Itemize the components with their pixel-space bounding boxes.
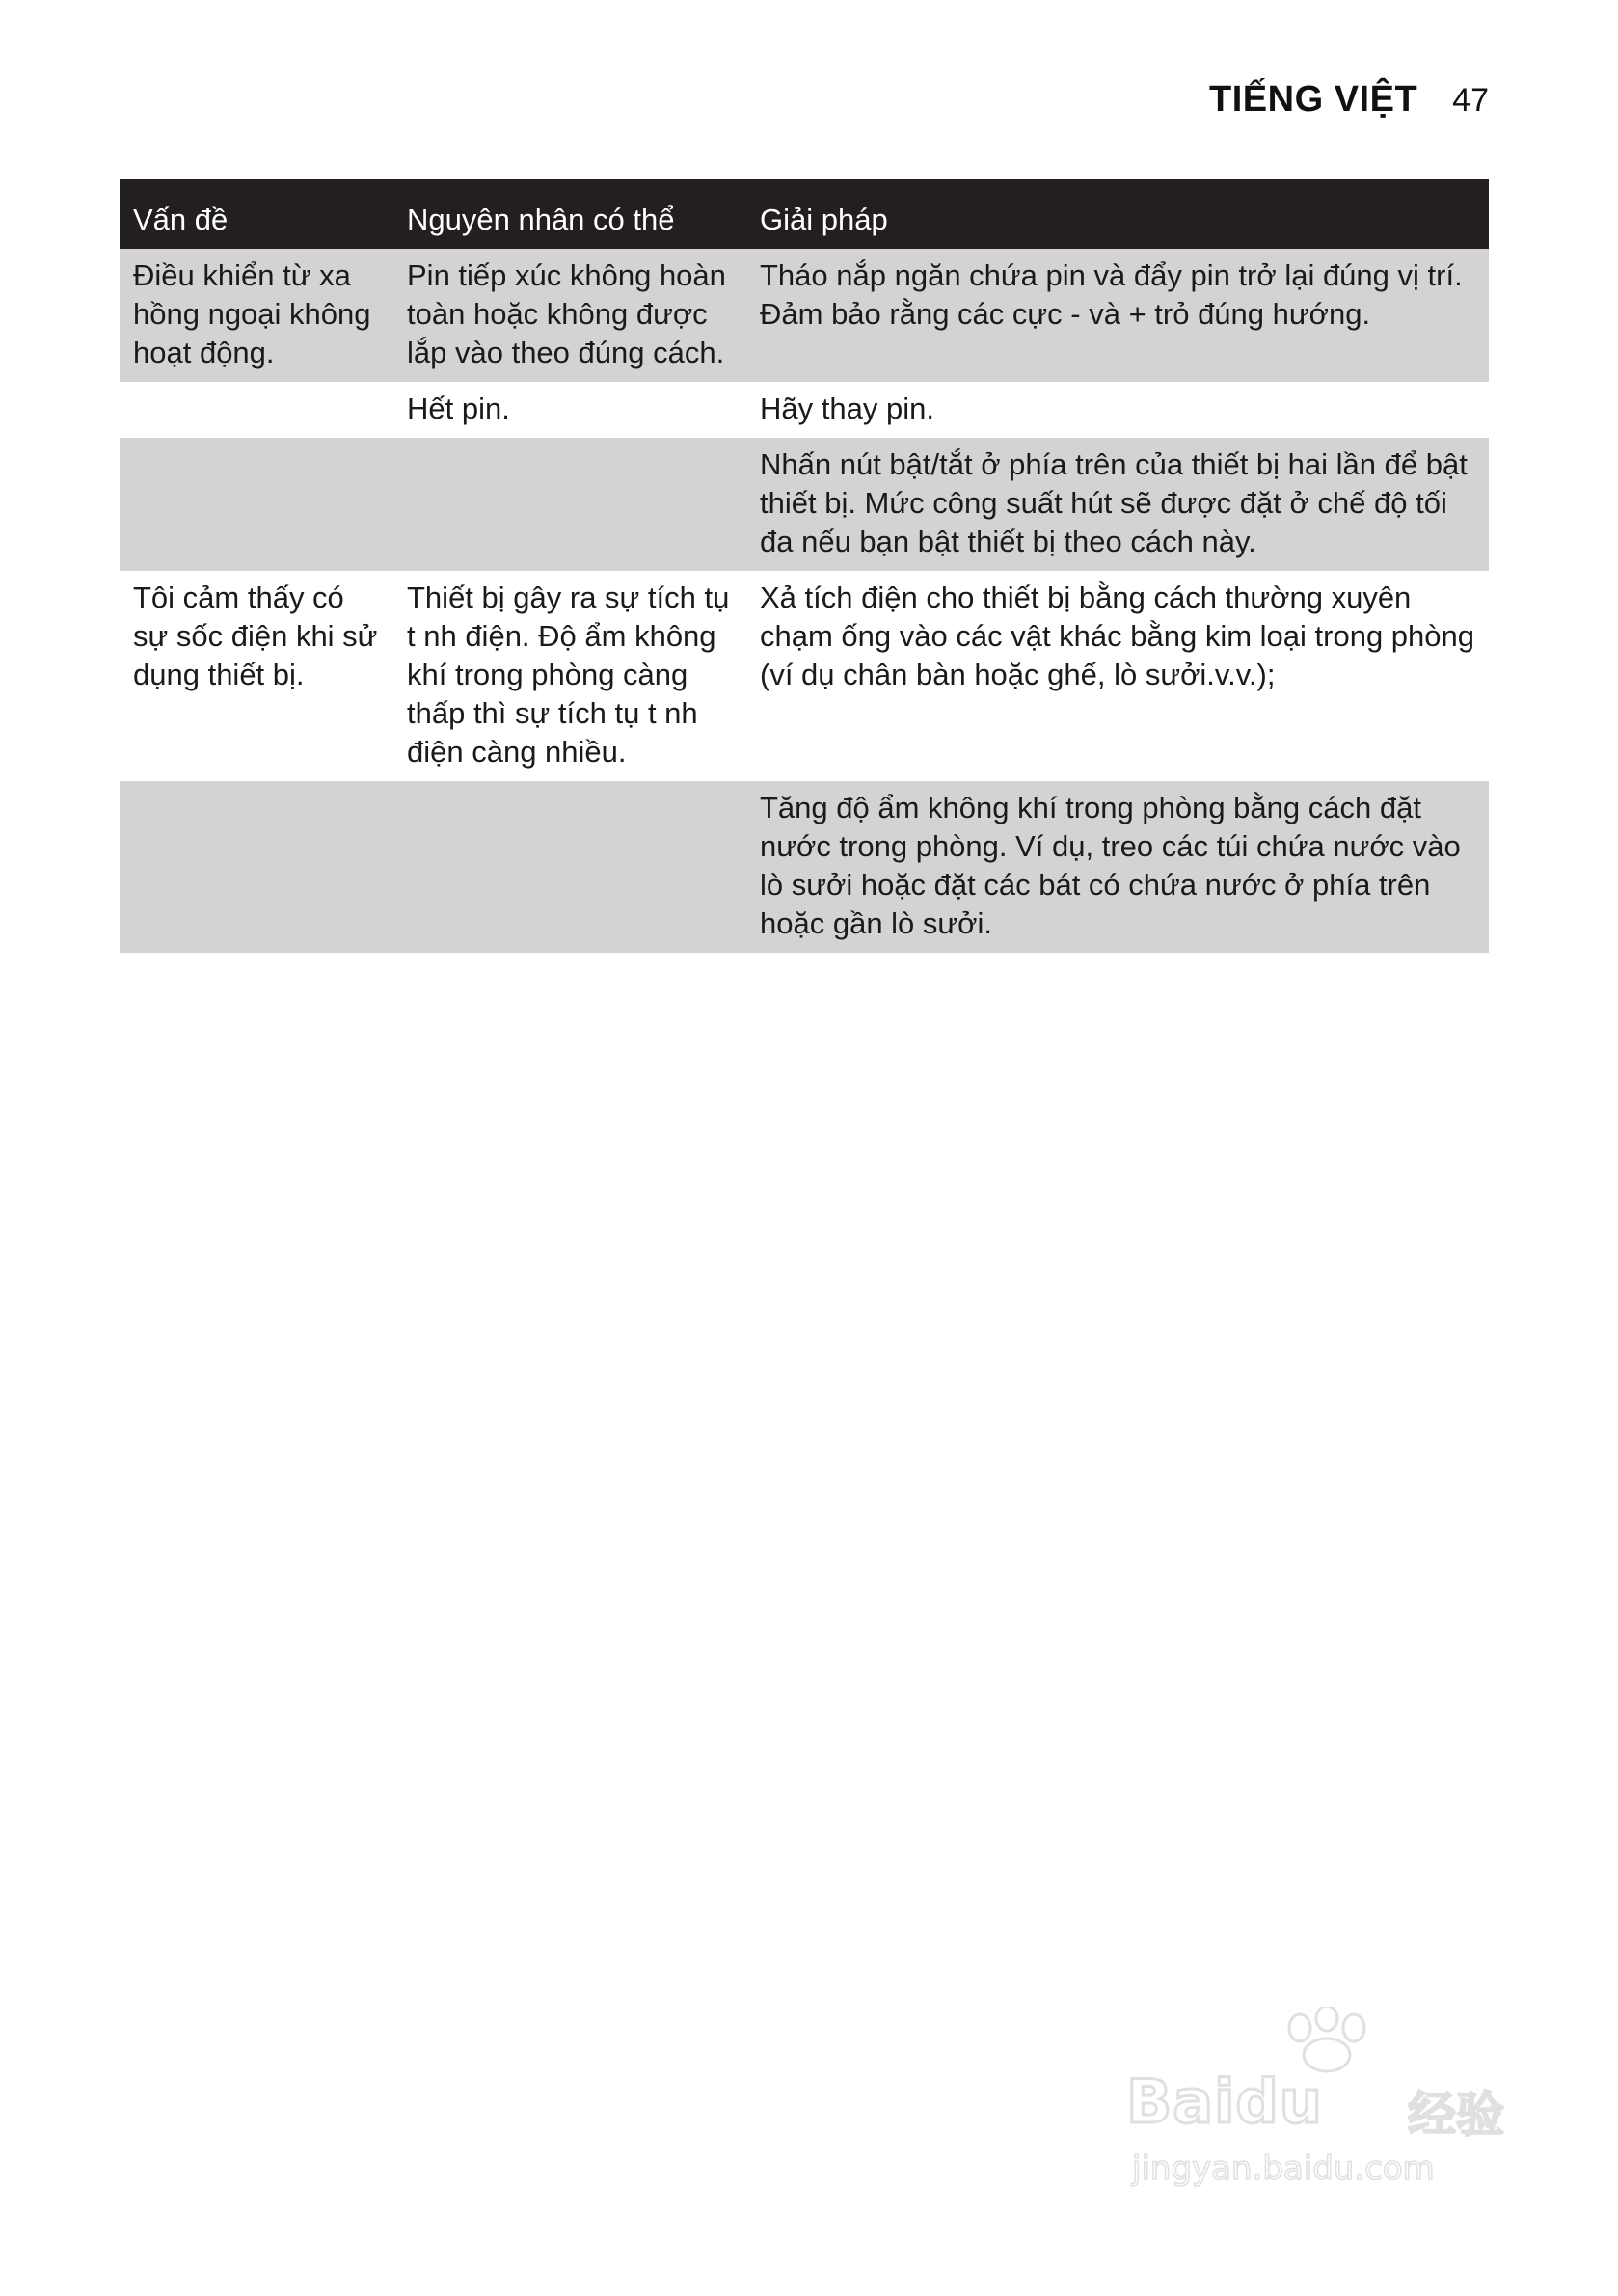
column-header-problem: Vấn đề	[120, 179, 393, 249]
cell-solution: Hãy thay pin.	[746, 382, 1489, 438]
cell-cause: Pin tiếp xúc không hoàn toàn hoặc không được lắp vào theo đúng cách.	[393, 249, 746, 382]
cell-problem: Điều khiển từ xa hồng ngoại không hoạt động.	[120, 249, 393, 382]
table-header-row	[120, 179, 1489, 249]
cell-cause: Thiết bị gây ra sự tích tụ t nh điện. Độ ẩm không khí trong phòng càng thấp thì sự tích tụ t nh điện càng nhiều.	[393, 571, 746, 781]
column-header-solution: Giải pháp	[746, 179, 1489, 249]
cell-cause	[393, 438, 746, 571]
watermark-url: jingyan.baidu.com	[1132, 2149, 1435, 2188]
page-header	[1209, 79, 1489, 121]
table-row	[120, 382, 1489, 438]
watermark-brand-cn: 经验	[1408, 2087, 1504, 2143]
cell-cause	[393, 781, 746, 953]
cell-problem: Tôi cảm thấy có sự sốc điện khi sử dụng thiết bị.	[120, 571, 393, 781]
cell-cause: Hết pin.	[393, 382, 746, 438]
column-header-cause: Nguyên nhân có thể	[393, 179, 746, 249]
cell-solution: Tháo nắp ngăn chứa pin và đẩy pin trở lại đúng vị trí. Đảm bảo rằng các cực - và + trỏ đúng hướng.	[746, 249, 1489, 382]
baidu-watermark	[1126, 2007, 1531, 2190]
cell-solution: Nhấn nút bật/tắt ở phía trên của thiết bị hai lần để bật thiết bị. Mức công suất hút sẽ được đặt ở chế độ tối đa nếu bạn bật thiết bị theo cách này.	[746, 438, 1489, 571]
cell-problem	[120, 438, 393, 571]
watermark-brand: Baidu	[1126, 2066, 1323, 2137]
table-row	[120, 571, 1489, 781]
cell-solution: Xả tích điện cho thiết bị bằng cách thường xuyên chạm ống vào các vật khác bằng kim loại trong phòng (ví dụ chân bàn hoặc ghế, lò sưởi.v.v.);	[746, 571, 1489, 781]
cell-problem	[120, 781, 393, 953]
cell-solution: Tăng độ ẩm không khí trong phòng bằng cách đặt nước trong phòng. Ví dụ, treo các túi chứa nước vào lò sưởi hoặc đặt các bát có chứa nước ở phía trên hoặc gần lò sưởi.	[746, 781, 1489, 953]
paw-print-icon	[1271, 2007, 1387, 2074]
table-row	[120, 781, 1489, 953]
page-number: 47	[1452, 82, 1489, 119]
cell-problem	[120, 382, 393, 438]
table-row	[120, 249, 1489, 382]
table-row	[120, 438, 1489, 571]
troubleshooting-table	[120, 179, 1489, 953]
language-title: TIẾNG VIỆT	[1209, 79, 1418, 120]
